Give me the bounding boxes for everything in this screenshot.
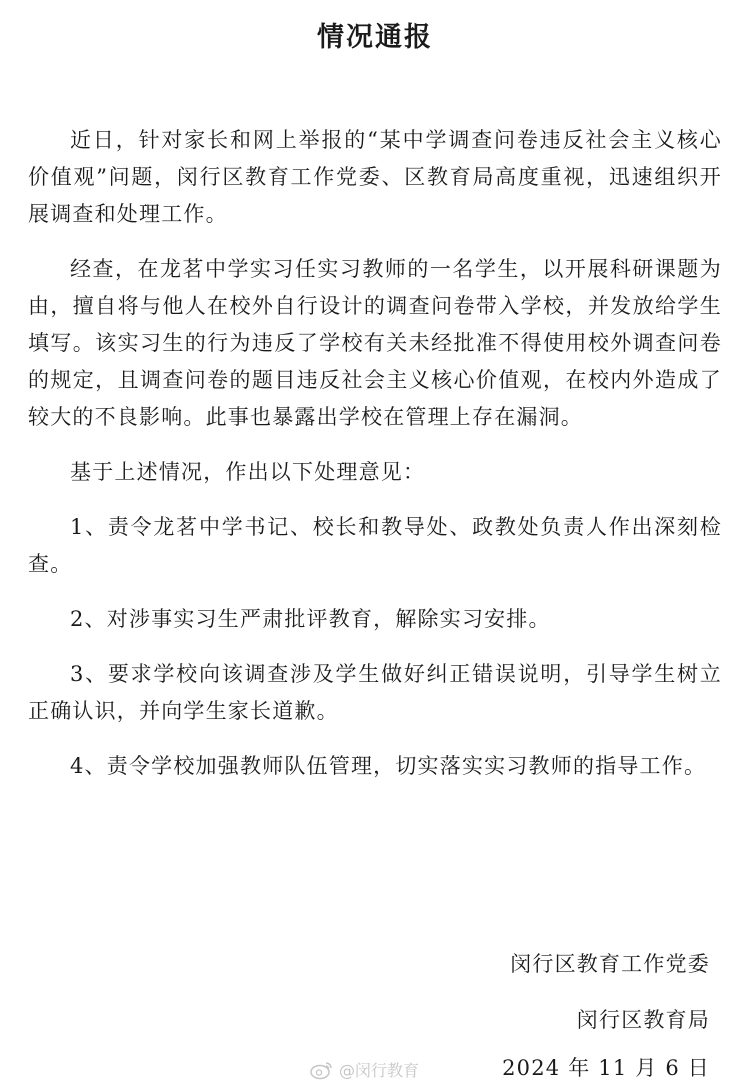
weibo-icon xyxy=(310,1060,334,1080)
signature-date: 2024 年 11 月 6 日 xyxy=(502,1056,710,1080)
paragraph-findings: 经查，在龙茗中学实习任实习教师的一名学生，以开展科研课题为由，擅自将与他人在校外自行设计的调查问卷带入学校，并发放给学生填写。该实习生的行为违反了学校有关未经批准不得使用校外调查问卷的规定，且调查问卷的题目违反社会主义核心价值观，在校内外造成了较大的不良影响。此事也暴露出学校在管理上存在漏洞。 xyxy=(28,257,722,429)
decision-item-4: 4、责令学校加强教师队伍管理，切实落实实习教师的指导工作。 xyxy=(70,754,707,778)
paragraph-intro: 近日，针对家长和网上举报的“某中学调查问卷违反社会主义核心价值观”问题，闵行区教育工作党委、区教育局高度重视，迅速组织开展调查和处理工作。 xyxy=(28,128,722,226)
paragraph-decision-intro: 基于上述情况，作出以下处理意见： xyxy=(70,460,426,484)
notice-body xyxy=(28,122,722,803)
decision-item-1: 1、责令龙茗中学书记、校长和教导处、政教处负责人作出深刻检查。 xyxy=(28,515,722,576)
watermark xyxy=(310,1058,419,1081)
notice-title: 情况通报 xyxy=(317,22,433,53)
decision-item-2: 2、对涉事实习生严肃批评教育，解除实习安排。 xyxy=(70,607,551,631)
signature-org-party-committee: 闵行区教育工作党委 xyxy=(510,952,710,976)
watermark-text: @闵行教育 xyxy=(339,1061,420,1080)
signature-org-education-bureau: 闵行区教育局 xyxy=(576,1008,710,1032)
decision-item-3: 3、要求学校向该调查涉及学生做好纠正错误说明，引导学生树立正确认识，并向学生家长道歉。 xyxy=(28,662,722,723)
